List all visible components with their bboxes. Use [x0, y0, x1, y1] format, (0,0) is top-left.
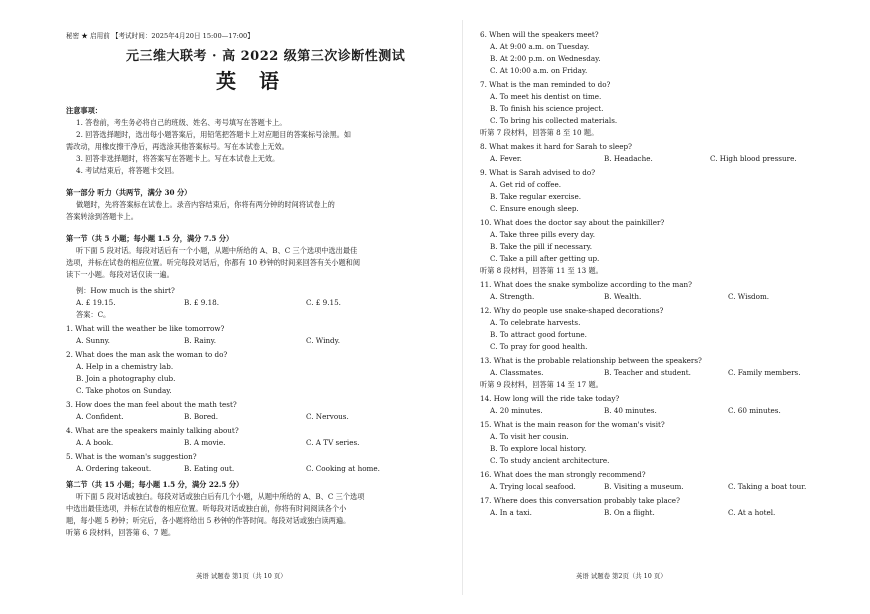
q6-option-b: B. At 2:00 p.m. on Wednesday. [490, 54, 601, 63]
q13-option-a: A. Classmates. [490, 368, 544, 377]
part1-intro: 答案转涂到答题卡上。 [66, 212, 138, 221]
q5-option-a: A. Ordering takeout. [76, 464, 152, 473]
q2-option-a: A. Help in a chemistry lab. [76, 362, 174, 371]
notice-item: 1. 答卷前，考生务必将自己的班级、姓名、考号填写在答题卡上。 [76, 118, 287, 127]
q16-option-b: B. Visiting a museum. [604, 482, 684, 491]
q1-option-c: C. Windy. [306, 336, 340, 345]
section2-heading: 第二节（共 15 小题；每小题 1.5 分，满分 22.5 分） [66, 480, 244, 489]
q2-option-b: B. Join a photography club. [76, 374, 176, 383]
q4-option-a: A. A book. [76, 438, 114, 447]
section1-intro: 听下面 5 段对话。每段对话后有一个小题，从题中所给的 A、B、C 三个选项中选出最佳 [76, 246, 358, 255]
q14-option-b: B. 40 minutes. [604, 406, 657, 415]
q17-option-b: B. On a flight. [604, 508, 655, 517]
q16-option-a: A. Trying local seafood. [490, 482, 576, 491]
exam-title: 元三维大联考 · 高 2022 级第三次诊断性测试 [126, 49, 406, 64]
q6-option-c: C. At 10:00 a.m. on Friday. [490, 66, 588, 75]
footer-left: 英语 试题卷 第1页（共 10 页） [196, 572, 287, 580]
q1-option-b: B. Rainy. [184, 336, 217, 345]
q3-option-c: C. Nervous. [306, 412, 349, 421]
example-option-c: C. £ 9.15. [306, 298, 341, 307]
right-column [480, 0, 820, 614]
material-7-instruction: 听第 7 段材料，回答第 8 至 10 题。 [480, 128, 599, 137]
q10-option-b: B. Take the pill if necessary. [490, 242, 592, 251]
q4-option-b: B. A movie. [184, 438, 226, 447]
question-14: 14. How long will the ride take today? [480, 394, 620, 403]
q9-option-b: B. Take regular exercise. [490, 192, 582, 201]
q2-option-c: C. Take photos on Sunday. [76, 386, 172, 395]
section2-intro: 题，每小题 5 秒钟；听完后，各小题将给出 5 秒钟的作答时间。每段对话或独白读两遍。 [66, 516, 351, 525]
q8-option-b: B. Headache. [604, 154, 653, 163]
question-17: 17. Where does this conversation probably take place? [480, 496, 680, 505]
part1-heading: 第一部分 听力（共两节，满分 30 分） [66, 188, 192, 197]
q7-option-a: A. To meet his dentist on time. [490, 92, 602, 101]
q8-option-a: A. Fever. [490, 154, 522, 163]
q14-option-a: A. 20 minutes. [490, 406, 543, 415]
q12-option-c: C. To pray for good health. [490, 342, 588, 351]
q5-option-b: B. Eating out. [184, 464, 235, 473]
q16-option-c: C. Taking a boat tour. [728, 482, 807, 491]
q12-option-b: B. To attract good fortune. [490, 330, 587, 339]
question-3: 3. How does the man feel about the math test? [66, 400, 237, 409]
section1-intro: 选项，并标在试卷的相应位置。听完每段对话后，你都有 10 秒钟的时间来回答有关小题和阅 [66, 258, 361, 267]
example-option-b: B. £ 9.18. [184, 298, 219, 307]
notice-item: 需改动，用橡皮擦干净后，再选涂其他答案标号。写在本试卷上无效。 [66, 142, 289, 151]
section2-intro: 听下面 5 段对话或独白。每段对话或独白后有几个小题，从题中所给的 A、B、C 三个选项 [76, 492, 365, 501]
question-1: 1. What will the weather be like tomorrow? [66, 324, 225, 333]
notice-item: 4. 考试结束后，将答题卡交回。 [76, 166, 179, 175]
q11-option-a: A. Strength. [490, 292, 535, 301]
question-16: 16. What does the man strongly recommend? [480, 470, 646, 479]
q10-option-a: A. Take three pills every day. [490, 230, 596, 239]
q15-option-a: A. To visit her cousin. [490, 432, 569, 441]
q15-option-c: C. To study ancient architecture. [490, 456, 610, 465]
question-2: 2. What does the man ask the woman to do? [66, 350, 228, 359]
q3-option-b: B. Bored. [184, 412, 219, 421]
example-answer: 答案：C。 [76, 310, 111, 319]
question-12: 12. Why do people use snake-shaped decorations? [480, 306, 664, 315]
subject-title: 英 语 [216, 69, 287, 93]
q13-option-b: B. Teacher and student. [604, 368, 691, 377]
secret-line: 秘密 ★ 启用前 【考试时间：2025年4月20日 15:00—17:00】 [66, 32, 254, 40]
material-8-instruction: 听第 8 段材料，回答第 11 至 13 题。 [480, 266, 603, 275]
notice-item: 3. 回答非选择题时，将答案写在答题卡上。写在本试卷上无效。 [76, 154, 280, 163]
q3-option-a: A. Confident. [76, 412, 124, 421]
q11-option-b: B. Wealth. [604, 292, 642, 301]
q7-option-b: B. To finish his science project. [490, 104, 604, 113]
q14-option-c: C. 60 minutes. [728, 406, 781, 415]
section1-heading: 第一节（共 5 小题；每小题 1.5 分，满分 7.5 分） [66, 234, 234, 243]
q4-option-c: C. A TV series. [306, 438, 360, 447]
question-4: 4. What are the speakers mainly talking about? [66, 426, 239, 435]
q9-option-a: A. Get rid of coffee. [490, 180, 562, 189]
question-5: 5. What is the woman's suggestion? [66, 452, 197, 461]
question-8: 8. What makes it hard for Sarah to sleep? [480, 142, 633, 151]
column-divider [462, 20, 463, 595]
notice-item: 2. 回答选择题时，选出每小题答案后，用铅笔把答题卡上对应题目的答案标号涂黑。如 [76, 130, 352, 139]
q17-option-c: C. At a hotel. [728, 508, 776, 517]
example-option-a: A. £ 19.15. [76, 298, 116, 307]
material-6-instruction: 听第 6 段材料，回答第 6、7 题。 [66, 528, 176, 537]
question-6: 6. When will the speakers meet? [480, 30, 599, 39]
footer-right: 英语 试题卷 第2页（共 10 页） [576, 572, 667, 580]
q8-option-c: C. High blood pressure. [710, 154, 797, 163]
q12-option-a: A. To celebrate harvests. [490, 318, 581, 327]
left-column [66, 0, 444, 614]
q9-option-c: C. Ensure enough sleep. [490, 204, 579, 213]
notice-heading: 注意事项： [66, 106, 102, 115]
q1-option-a: A. Sunny. [76, 336, 110, 345]
question-7: 7. What is the man reminded to do? [480, 80, 611, 89]
question-11: 11. What does the snake symbolize according to the man? [480, 280, 692, 289]
q17-option-a: A. In a taxi. [490, 508, 532, 517]
q11-option-c: C. Wisdom. [728, 292, 770, 301]
question-9: 9. What is Sarah advised to do? [480, 168, 596, 177]
part1-intro: 做题时，先将答案标在试卷上。录音内容结束后，你将有两分钟的时间将试卷上的 [76, 200, 335, 209]
question-13: 13. What is the probable relationship between the speakers? [480, 356, 702, 365]
q6-option-a: A. At 9:00 a.m. on Tuesday. [490, 42, 590, 51]
example-question: 例：How much is the shirt? [76, 286, 175, 295]
material-9-instruction: 听第 9 段材料，回答第 14 至 17 题。 [480, 380, 603, 389]
q5-option-c: C. Cooking at home. [306, 464, 380, 473]
question-10: 10. What does the doctor say about the painkiller? [480, 218, 665, 227]
q15-option-b: B. To explore local history. [490, 444, 587, 453]
section2-intro: 中选出最佳选项，并标在试卷的相应位置。听每段对话或独白前，你将有时间阅读各个小 [66, 504, 347, 513]
q13-option-c: C. Family members. [728, 368, 801, 377]
question-15: 15. What is the main reason for the woman's visit? [480, 420, 665, 429]
section1-intro: 读下一小题。每段对话仅读一遍。 [66, 270, 174, 279]
q7-option-c: C. To bring his collected materials. [490, 116, 618, 125]
q10-option-c: C. Take a pill after getting up. [490, 254, 600, 263]
